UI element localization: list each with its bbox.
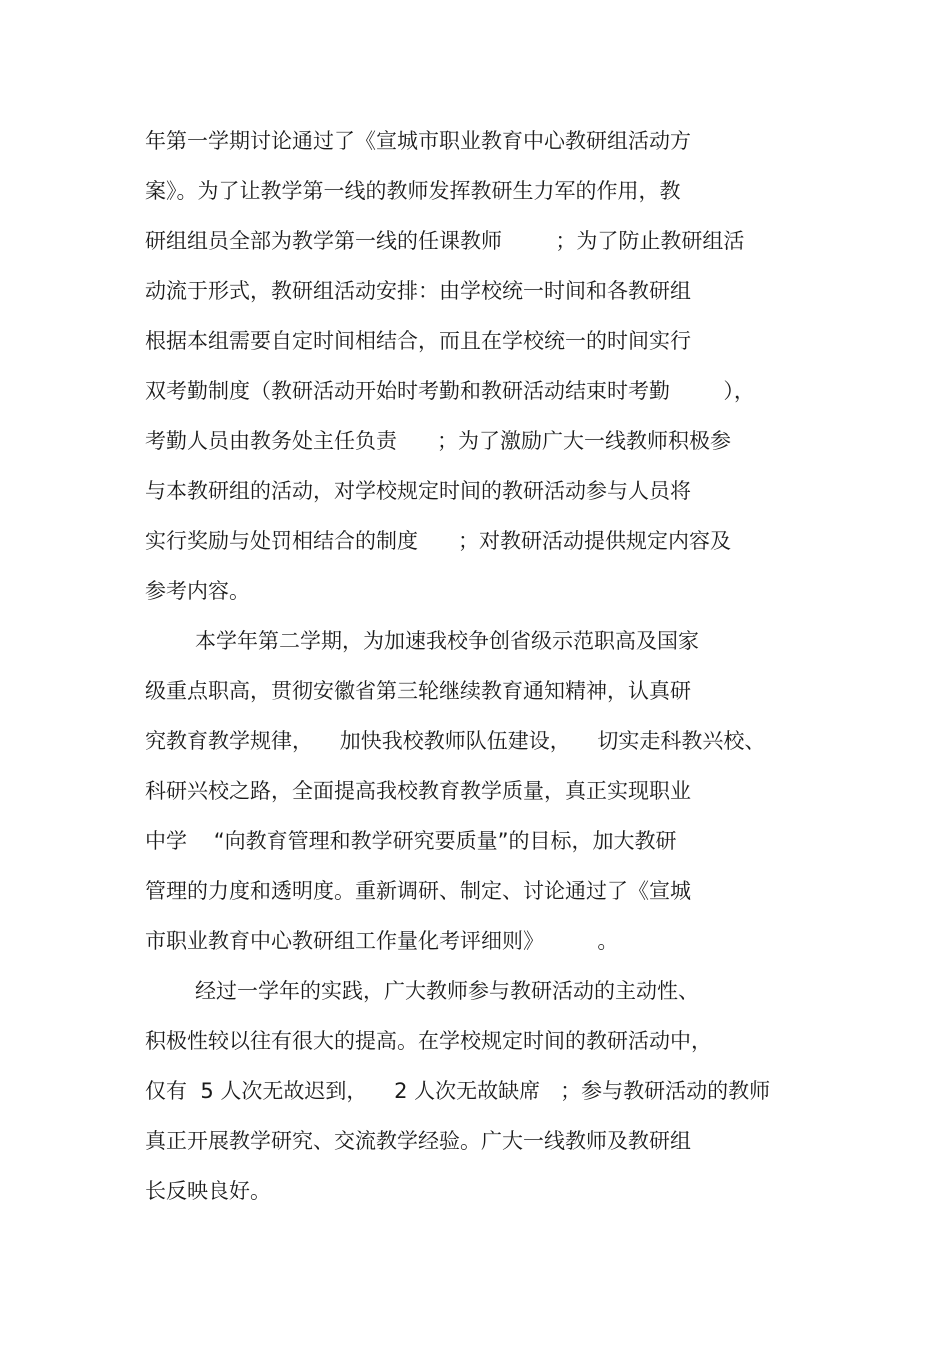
text-line: 科研兴校之路，全面提高我校教育教学质量，真正实现职业: [145, 779, 691, 803]
text-line: 真正开展教学研究、交流教学经验。广大一线教师及教研组: [145, 1129, 691, 1153]
text-line: 中学 “向教育管理和教学研究要质量”的目标，加大教研: [145, 829, 677, 853]
body-text: [145, 122, 845, 1222]
text-line: 案》。为了让教学第一线的教师发挥教研生力军的作用，教: [145, 179, 681, 203]
text-line: 管理的力度和透明度。重新调研、制定、讨论通过了《宣城: [145, 879, 691, 903]
text-line: 年第一学期讨论通过了《宣城市职业教育中心教研组活动方: [145, 129, 691, 153]
text-line: 仅有 5 人次无故迟到， 2 人次无故缺席 ；参与教研活动的教师: [145, 1079, 771, 1103]
text-line: 根据本组需要自定时间相结合，而且在学校统一的时间实行: [145, 329, 691, 353]
text-line: 市职业教育中心教研组工作量化考评细则》 。: [145, 929, 619, 953]
text-line: 与本教研组的活动，对学校规定时间的教研活动参与人员将: [145, 479, 691, 503]
paragraph-start-line: 经过一学年的实践，广大教师参与教研活动的主动性、: [195, 979, 699, 1003]
text-line: 参考内容。: [145, 579, 250, 603]
text-line: 长反映良好。: [145, 1179, 271, 1203]
text-line: 究教育教学规律， 加快我校教师队伍建设， 切实走科教兴校、: [145, 729, 766, 753]
paragraph-start-line: 本学年第二学期，为加速我校争创省级示范职高及国家: [195, 629, 699, 653]
text-line: 积极性较以往有很大的提高。在学校规定时间的教研活动中，: [145, 1029, 712, 1053]
text-line: 动流于形式，教研组活动安排：由学校统一时间和各教研组: [145, 279, 691, 303]
text-line: 实行奖励与处罚相结合的制度 ；对教研活动提供规定内容及: [145, 529, 732, 553]
text-line: 研组组员全部为教学第一线的任课教师 ；为了防止教研组活: [145, 229, 745, 253]
text-line: 考勤人员由教务处主任负责 ；为了激励广大一线教师积极参: [145, 429, 732, 453]
text-line: 级重点职高，贯彻安徽省第三轮继续教育通知精神，认真研: [145, 679, 691, 703]
text-line: 双考勤制度（教研活动开始时考勤和教研活动结束时考勤 ），: [145, 379, 755, 403]
